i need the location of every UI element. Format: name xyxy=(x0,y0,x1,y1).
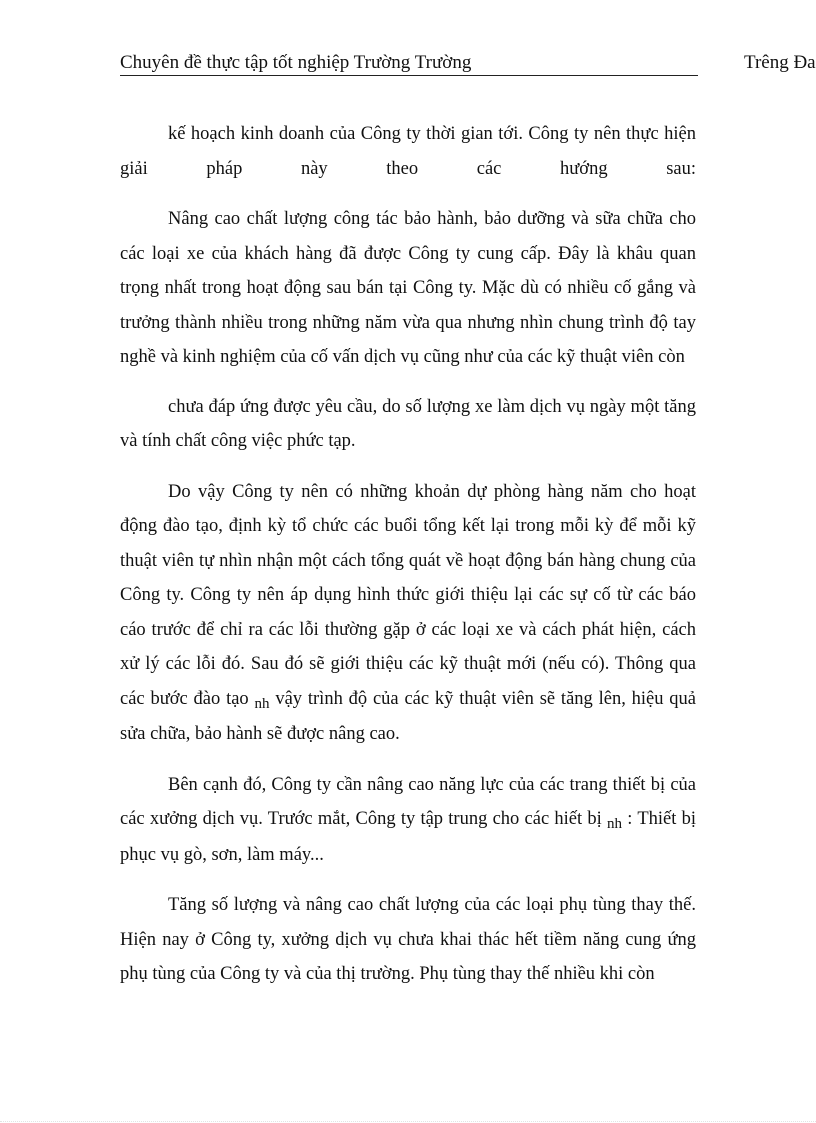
document-body xyxy=(120,117,696,992)
header-divider xyxy=(120,75,698,76)
training-text-end: vậy trình độ của các kỹ thuật viên sẽ tăng lên, hiệu quả sửa chữa, bảo hành sẽ được nâng cao. xyxy=(120,688,697,744)
training-text: Do vậy Công ty nên có những khoản dự phòng hàng năm cho hoạt động đào tạo, định kỳ tổ chức các buổi tổng kết lại trong mỗi kỳ để mỗi kỹ thuật viên tự nhìn nhận một cách tổng quát về hoạt động bán hàng chung của Công ty. Công ty nên áp dụng hình thức giới thiệu lại các sự cố từ các báo cáo trước để chỉ ra các lỗi thường gặp ở các loại xe và cách phát hiện, cách xử lý các lỗi đó. Sau đó sẽ giới thiệu các kỹ thuật mới (nếu có). Thông qua các bước đào tạo xyxy=(120,481,696,709)
equipment-text: Bên cạnh đó, Công ty cần nâng cao năng lực của các trang thiết bị của các xưởng dịch vụ. Trước mắt, Công ty tập trung cho các hiết bị xyxy=(120,774,696,829)
page-bottom-edge xyxy=(0,1121,816,1122)
header-title: Chuyên đề thực tập tốt nghiệp Trường Trường xyxy=(120,52,472,73)
paragraph-warranty-continued: chưa đáp ứng được yêu cầu, do số lượng xe làm dịch vụ ngày một tăng và tính chất công việc phức tạp. xyxy=(120,396,696,451)
paragraph-spare-parts: Tăng số lượng và nâng cao chất lượng của các loại phụ tùng thay thế. Hiện nay ở Công ty, xưởng dịch vụ chưa khai thác hết tiềm năng cung ứng phụ tùng của Công ty và của thị trường. Phụ tùng thay thế nhiều khi còn xyxy=(120,895,696,984)
paragraph-equipment xyxy=(120,768,696,873)
paragraph-training xyxy=(120,475,696,752)
header-right-text: Trêng Đa xyxy=(744,52,816,73)
equipment-text-end: : Thiết bị phục vụ gò, sơn, làm máy... xyxy=(120,809,697,865)
training-fragment: nh xyxy=(254,695,270,712)
paragraph-warranty: Nâng cao chất lượng công tác bảo hành, bảo dưỡng và sữa chữa cho các loại xe của khách hàng đã được Công ty cung cấp. Đây là khâu quan trọng nhất trong hoạt động sau bán tại Công ty. Mặc dù có nhiều cố gắng và trưởng thành nhiều trong những năm vừa qua nhưng nhìn chung trình độ tay nghề và kinh nghiệm của cố vấn dịch vụ cũng như của các kỹ thuật viên còn xyxy=(120,209,696,367)
paragraph-intro: kế hoạch kinh doanh của Công ty thời gian tới. Công ty nên thực hiện giải pháp này theo các hướng sau: xyxy=(120,124,696,179)
equipment-fragment: nh xyxy=(607,816,623,832)
